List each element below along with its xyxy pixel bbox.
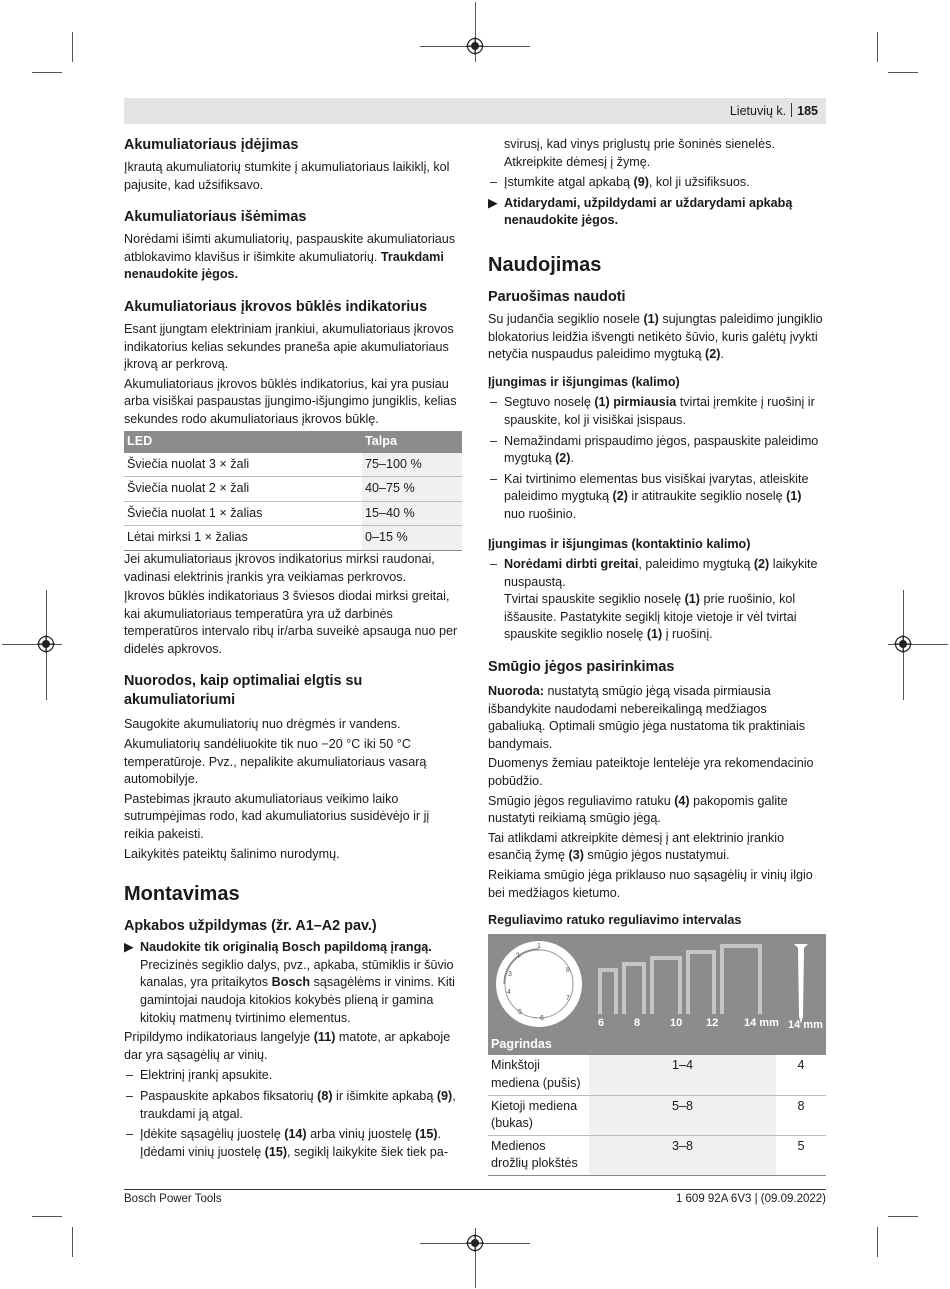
impact-text-1: Duomenys žemiau pateiktoje lentelėje yra rekomendacinio pobūdžio. — [488, 756, 814, 789]
header-separator — [791, 103, 792, 117]
charge-indicator-text-2: Akumuliatoriaus įkrovos būklės indikatorius, kai yra pusiau arba visiškai paspaustas įjungimo-išjungimo jungiklis, kelias sekundes rodo akumuliatoriaus įkrovos būklę. — [124, 376, 457, 426]
fastener-label: 14 mm — [744, 1016, 779, 1029]
registration-mark-icon — [466, 1234, 484, 1252]
mounting-heading: Montavimas — [124, 883, 240, 906]
triangle-bullet-icon: ▶ — [124, 940, 134, 955]
charge-indicator-heading: Akumuliatoriaus įkrovos būklės indikatorius — [124, 298, 428, 315]
led-table-header-capacity: Talpa — [362, 431, 462, 453]
remove-battery-heading: Akumuliatoriaus išėmimas — [124, 209, 307, 226]
impact-force-heading: Smūgio jėgos pasirinkimas — [488, 659, 675, 676]
preparation-heading: Paruošimas naudoti — [488, 288, 626, 305]
table-row: Šviečia nuolat 3 × žali 75–100 % — [124, 453, 462, 477]
impact-table — [488, 1034, 826, 1176]
magazine-heading: Apkabos užpildymas (žr. A1–A2 pav.) — [124, 918, 377, 935]
list-item: ▶ Naudokite tik originalią Bosch papildomą įrangą. Precizinės segiklio dalys, pvz., apkaba, stūmiklis ir šūvio kanalas, yra pritaikytos Bosch sąsagėlėms ir vinims. Kiti gamintojai naudoja kitokios kokybės plieną ir gamina kitokių matmenų tvirtinimo elementus. — [124, 940, 455, 1025]
impact-text-4: Reikiama smūgio jėga priklauso nuo sąsagėlių ir vinių ilgio bei medžiagos kietumo. — [488, 868, 813, 900]
dial-number: 7 — [566, 994, 570, 1002]
charge-indicator-text-1: Esant įjungtam elektriniam įrankiui, akumuliatoriaus įkrovos indikatorius kelias sekundes praneša apie akumuliatoriaus įkrovą ar perkrovą. — [124, 321, 454, 372]
list-item-continued: svirusį, kad vinys priglustų prie šoninės sienelės. Atkreipkite dėmesį į žymę. — [504, 137, 775, 169]
impact-text-2: Smūgio jėgos reguliavimo ratuku (4) pakopomis galite nustatyti reikiamą smūgio jėgą. — [488, 793, 788, 826]
page-header — [730, 103, 818, 121]
impact-table-header: Pagrindas — [488, 1034, 826, 1056]
on-off-contact-heading: Įjungimas ir išjungimas (kontaktinio kalimo) — [488, 536, 751, 551]
registration-mark-icon — [37, 635, 55, 653]
dial-number: 4 — [507, 988, 511, 996]
list-item: – Įstumkite atgal apkabą (9), kol ji užsifiksuos. — [490, 175, 750, 190]
footer-brand: Bosch Power Tools — [124, 1193, 222, 1205]
fastener-label: 12 — [706, 1016, 719, 1029]
table-row: Šviečia nuolat 1 × žalias 15–40 % — [124, 501, 462, 526]
table-row: Šviečia nuolat 2 × žali 40–75 % — [124, 477, 462, 502]
registration-mark-icon — [894, 635, 912, 653]
left-column — [124, 136, 462, 1161]
list-item: – Paspauskite apkabos fiksatorių (8) ir išimkite apkabą (9), traukdami ją atgal. — [126, 1088, 456, 1121]
header-language: Lietuvių k. — [729, 104, 787, 118]
fastener-label: 6 — [598, 1016, 605, 1029]
battery-handling-text-1: Saugokite akumuliatorių nuo drėgmės ir vandens. — [124, 717, 401, 732]
triangle-bullet-icon: ▶ — [488, 195, 498, 210]
preparation-text: Su judančia segiklio nosele (1) sujungtas paleidimo jungiklio blokatorius leidžia išvengti netikėto šūvio, kuris galėtų įvykti netyčia nuspaudus paleidimo mygtuką (2). — [488, 311, 823, 362]
impact-dial-illustration — [488, 934, 826, 1034]
dial-number: 8 — [566, 966, 570, 974]
battery-handling-heading: Nuorodos, kaip optimaliai elgtis su akumuliatoriumi — [124, 673, 363, 709]
insert-battery-heading: Akumuliatoriaus įdėjimas — [124, 137, 299, 153]
led-table-header-led: LED — [124, 431, 362, 453]
remove-battery-text: Norėdami išimti akumuliatorių, paspauskite akumuliatoriaus atblokavimo klavišus ir išimkite akumuliatorių. Traukdami nenaudokite jėgos. — [124, 232, 456, 282]
crop-mark — [72, 32, 73, 62]
led-table — [124, 431, 462, 551]
impact-note: Nuoroda: nustatytą smūgio jėgą visada pirmiausia išbandykite naudodami nebereikalingą medžiagos gabaliuką. Optimali smūgio jėga nustatoma tik praktiniais bandymais. — [488, 684, 806, 751]
crop-mark — [877, 32, 878, 62]
crop-mark — [32, 1216, 62, 1217]
crop-mark — [877, 1227, 878, 1257]
list-item: – Įdėkite sąsagėlių juostelę (14) arba vinių juostelę (15). Įdėdami vinių juostelę (15), segiklį laikykite šiek tiek pa- — [126, 1127, 449, 1159]
fastener-label: 8 — [634, 1016, 641, 1029]
insert-battery-text: Įkrautą akumuliatorių stumkite į akumuliatoriaus laikiklį, kol pajusite, kad užsifiksavo. — [124, 160, 450, 192]
fastener-label: 10 — [670, 1016, 683, 1029]
dial-number: 1 — [537, 942, 541, 950]
dial-number: 6 — [540, 1014, 544, 1022]
list-item: – Nemažindami prispaudimo jėgos, paspauskite paleidimo mygtuką (2). — [490, 433, 819, 466]
dial-number: 5 — [518, 1008, 522, 1016]
table-row: Minkštoji mediena (pušis) 1–4 4 — [488, 1055, 826, 1095]
battery-handling-text-4: Laikykitės pateiktų šalinimo nurodymų. — [124, 846, 340, 861]
right-column — [488, 136, 826, 1176]
battery-handling-text-3: Pastebimas įkrauto akumuliatoriaus veikimo laiko sutrumpėjimas rodo, kad akumuliatorius susidėvėjo ir jį reikia pakeisti. — [124, 791, 430, 842]
dial-caption: Reguliavimo ratuko reguliavimo intervalas — [488, 913, 742, 928]
table-row: Lėtai mirksi 1 × žalias 0–15 % — [124, 526, 462, 551]
crop-mark — [888, 72, 918, 73]
crop-mark — [888, 1216, 918, 1217]
table-row: Kietoji mediena (bukas) 5–8 8 — [488, 1095, 826, 1135]
list-item: – Kai tvirtinimo elementas bus visiškai įvarytas, atleiskite paleidimo mygtuką (2) ir atitraukite segiklio noselę (1) nuo ruošinio. — [490, 471, 809, 521]
charge-indicator-text-4: Įkrovos būklės indikatoriaus 3 šviesos diodai mirksi greitai, kai akumuliatoriaus temperatūra yra už darbinės temperatūros intervalo ribų ir/arba suveikė apsauga nuo per didelės apkrovos. — [124, 589, 458, 656]
charge-indicator-text-3: Jei akumuliatoriaus įkrovos indikatorius mirksi raudonai, vadinasi elektrinis įrankis yra veikiamas perkrovos. — [124, 551, 435, 584]
battery-handling-text-2: Akumuliatorių sandėliuokite tik nuo −20 °C iki 50 °C temperatūroje. Pvz., nepalikite akumuliatoriaus vasarą automobilyje. — [124, 737, 427, 787]
page-number: 185 — [797, 104, 818, 118]
footer-doc-number: 1 609 92A 6V3 | (09.09.2022) — [675, 1193, 826, 1205]
crop-mark — [32, 72, 62, 73]
on-off-single-heading: Įjungimas ir išjungimas (kalimo) — [488, 374, 680, 389]
list-item: – Norėdami dirbti greitai, paleidimo mygtuką (2) laikykite nuspaustą. Tvirtai spauskite segiklio noselę (1) prie ruošinio, kol iššausite. Pastatykite segiklį kitoje vietoje ir vėl tvirtai spauskite segiklio noselę (1) į ruošinį. — [490, 557, 818, 642]
dial-number: 3 — [508, 970, 512, 978]
usage-heading: Naudojimas — [488, 253, 602, 276]
list-item: – Elektrinį įrankį apsukite. — [126, 1068, 273, 1083]
header-bar — [124, 98, 826, 124]
magazine-indicator-text: Pripildymo indikatoriaus langelyje (11) matote, ar apkaboje dar yra sąsagėlių ar vinių. — [124, 1030, 451, 1062]
list-item: – Segtuvo noselę (1) pirmiausia tvirtai įremkite į ruošinį ir spauskite, kol ji visiškai įsispaus. — [490, 395, 815, 427]
impact-text-3: Tai atlikdami atkreipkite dėmesį į ant elektrinio įrankio esančią žymę (3) smūgio jėgos nustatymui. — [488, 830, 785, 863]
table-row: Medienos drožlių plokštės 3–8 5 — [488, 1135, 826, 1175]
registration-mark-icon — [466, 37, 484, 55]
dial-setting-figure — [488, 934, 826, 1034]
list-item: ▶ Atidarydami, užpildydami ar uždarydami apkabą nenaudokite jėgos. — [488, 195, 793, 228]
crop-mark — [72, 1227, 73, 1257]
dial-number: 2 — [515, 951, 523, 960]
footer-rule — [124, 1189, 826, 1190]
fastener-label: 14 mm — [788, 1018, 823, 1031]
